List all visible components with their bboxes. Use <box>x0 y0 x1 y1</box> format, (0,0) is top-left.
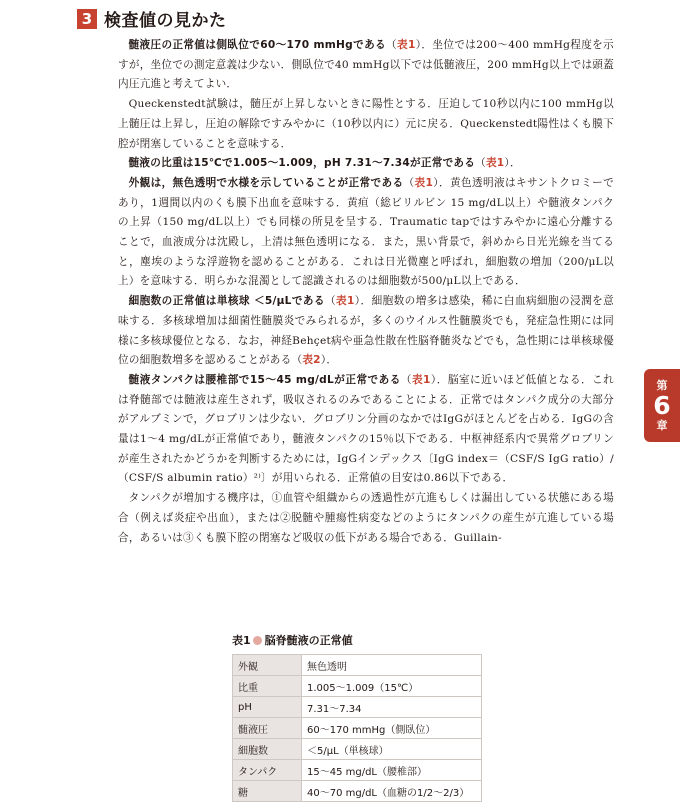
table-row <box>233 781 482 802</box>
paragraph-protein-mechanism <box>118 489 614 548</box>
row-label: 比重 <box>233 676 302 697</box>
table-row <box>233 697 482 718</box>
table-reference[interactable]: 表1 <box>335 295 355 308</box>
paragraph-text: ．脳室に近いほど低値となる．これは脊髄部では髄液は産生されず，吸収されるのみであることによる．正常ではタンパク成分の大部分がアルブミンで，グロブリンは少ない．グロブリン分画のなかではIgGがほとんどを占める．IgGの含量は1～4 mg/dLが正常値であり，髄液タンパクの15％以下である．中枢神経系内で異常グロブリンが産生されたかどうかを判断するためには，IgGインデックス〔IgG index＝（CSF/S IgG ratio）/（CSF/S albumin ratio）²⁾〕が用いられる．正常値の目安は0.86以下である． <box>118 373 615 485</box>
paragraph-text: ．坐位では200～400 mmHg程度を示すが，坐位での測定意義は少ない．側臥位で40 mmHg以下では低髄液圧，200 mmHg以上では頭蓋内圧亢進と考えてよい． <box>118 39 614 91</box>
table-row <box>233 718 482 739</box>
key-statement: 髄液の比重は15℃で1.005～1.009，pH 7.31～7.34が正常である <box>128 157 476 170</box>
table-caption <box>232 632 482 648</box>
row-value: 無色透明 <box>302 655 482 676</box>
paragraph-protein: 髄液タンパクは腰椎部で15～45 mg/dLが正常である（表1）．脳室に近いほど低値となる．これは脊髄部では髄液は産生されず，吸収されるのみであることによる．正常ではタンパク成分の大部分がアルブミンで，グロブリンは少ない．グロブリン分画のなかではIgGがほとんどを占める．IgGの含量は1～4 mg/dLが正常値であり，髄液タンパクの15％以下である．中枢神経系内で異常グロブリンが産生されたかどうかを判断するためには，IgGインデックス〔IgG index＝（CSF/S IgG ratio）/（CSF/S albumin ratio）²⁾〕が用いられる．正常値の目安は0.86以下である． <box>118 373 615 485</box>
row-label: 糖 <box>233 781 302 802</box>
table-row <box>233 760 482 781</box>
table-reference[interactable]: 表2 <box>302 354 321 367</box>
row-value: 7.31～7.34 <box>302 697 482 718</box>
row-value: 15～45 mg/dL（腰椎部） <box>302 760 482 781</box>
paragraph-text: ．細胞数の増多は感染，稀に白血病細胞の浸潤を意味する．多核球増加は細菌性髄膜炎でみられるが，多くのウイルス性髄膜炎でも，発症急性期には同様に多核球優位となる．なお，神経Behçet病や亜急性散在性脳脊髄炎などでも，急性期には単核球優位の細胞数増多を認めることがある（ <box>118 295 615 367</box>
paragraph-text: Queckenstedt試験は，髄圧が上昇しないときに陽性とする．圧迫して10秒以内に100 mmHg以上髄圧は上昇し，圧迫の解除ですみやかに（10秒以内に）元に戻る．Queckenstedt陽性はくも膜下腔が閉塞していることを意味する． <box>118 98 614 150</box>
table-number: 表1 <box>232 634 251 647</box>
chapter-suffix: 章 <box>656 419 668 432</box>
key-statement: 髄液圧の正常値は側臥位で60～170 mmHgである <box>128 39 387 51</box>
table-reference[interactable]: 表1 <box>485 157 505 170</box>
paragraph-text: タンパクが増加する機序は，①血管や組織からの透過性が亢進もしくは漏出している状態にある場合（例えば炎症や出血），または②脱髄や腫瘍性病変などのようにタンパクの産生が亢進している場合，あるいは③くも膜下腔の閉塞など吸収の低下がある場合である．Guillain- <box>118 492 614 544</box>
paragraph-queckenstedt <box>118 95 614 154</box>
paragraph-cell-count: 細胞数の正常値は単核球 ＜5/μLである（表1）．細胞数の増多は感染，稀に白血病細胞の浸潤を意味する．多核球増加は細菌性髄膜炎でみられるが，多くのウイルス性髄膜炎でも，発症急性期には同様に多核球優位となる．なお，神経Behçet病や亜急性散在性脳脊髄炎などでも，急性期には単核球優位の細胞数増多を認めることがある（表2）． <box>118 295 615 367</box>
row-label: タンパク <box>233 760 302 781</box>
paragraph-specific-gravity: 髄液の比重は15℃で1.005～1.009，pH 7.31～7.34が正常である（表1）． <box>128 157 521 170</box>
section-title: 検査値の見かた <box>104 11 227 31</box>
key-statement: 細胞数の正常値は単核球 ＜5/μLである <box>128 295 325 308</box>
table-title: 脳脊髄液の正常値 <box>264 634 353 647</box>
table-reference[interactable]: 表1 <box>414 176 434 189</box>
paragraph-text: ．黄色透明液はキサントクロミーであり，1週間以内のくも膜下出血を意味する．黄疸（総ビリルビン 15 mg/dL以上）や髄液タンパクの上昇（150 mg/dL以上）でも同様の所見を呈する．Traumatic tapではすみやかに遠心分離することで，血液成分は沈殿し，上清は無色透明になる．また，黒い背景で，斜めから日光光線を当てると，塵埃のような浮遊物を認めることがある．これは日光微塵と呼ばれ，細胞数の増加（200/μL以上）を意味する．明らかな混濁として認識されるのは細胞数が500/μL以上である． <box>118 176 615 288</box>
table-reference[interactable]: 表1 <box>411 373 431 386</box>
body-text <box>118 36 614 548</box>
key-statement: 外観は，無色透明で水様を示していることが正常である <box>128 176 404 189</box>
chapter-number: 6 <box>653 391 671 420</box>
row-value: 60～170 mmHg（側臥位） <box>302 718 482 739</box>
row-label: pH <box>233 697 302 718</box>
row-label: 髄液圧 <box>233 718 302 739</box>
table-row <box>233 676 482 697</box>
paragraph-pressure: 髄液圧の正常値は側臥位で60～170 mmHgである（表1）．坐位では200～400 mmHg程度を示すが，坐位での測定意義は少ない．側臥位で40 mmHg以下では低髄液圧，200 mmHg以上では頭蓋内圧亢進と考えてよい． <box>118 39 614 91</box>
row-label: 細胞数 <box>233 739 302 760</box>
row-value: 1.005～1.009（15℃） <box>302 676 482 697</box>
row-value: 40～70 mg/dL（血糖の1/2～2/3） <box>302 781 482 802</box>
paragraph-appearance: 外観は，無色透明で水様を示していることが正常である（表1）．黄色透明液はキサントクロミーであり，1週間以内のくも膜下出血を意味する．黄疸（総ビリルビン 15 mg/dL以上）や髄液タンパクの上昇（150 mg/dL以上）でも同様の所見を呈する．Traumatic tapではすみやかに遠心分離することで，血液成分は沈殿し，上清は無色透明になる．また，黒い背景で，斜めから日光光線を当てると，塵埃のような浮遊物を認めることがある．これは日光微塵と呼ばれ，細胞数の増加（200/μL以上）を意味する．明らかな混濁として認識されるのは細胞数が500/μL以上である． <box>118 176 615 288</box>
row-label: 外観 <box>233 655 302 676</box>
table-row <box>233 655 482 676</box>
section-number-badge: 3 <box>77 9 97 29</box>
chapter-tab[interactable] <box>644 369 680 442</box>
values-table <box>232 654 482 802</box>
paragraph-text: ． <box>509 157 521 170</box>
paragraph-text: ）． <box>320 354 338 367</box>
csf-normal-values-table <box>232 632 482 802</box>
chapter-prefix: 第 <box>656 379 668 392</box>
section-heading <box>77 6 227 31</box>
table-row <box>233 739 482 760</box>
key-statement: 髄液タンパクは腰椎部で15～45 mg/dLが正常である <box>128 373 401 386</box>
bullet-dot-icon <box>253 636 262 645</box>
table-reference[interactable]: 表1 <box>397 39 416 51</box>
row-value: ＜5/μL（単核球） <box>302 739 482 760</box>
